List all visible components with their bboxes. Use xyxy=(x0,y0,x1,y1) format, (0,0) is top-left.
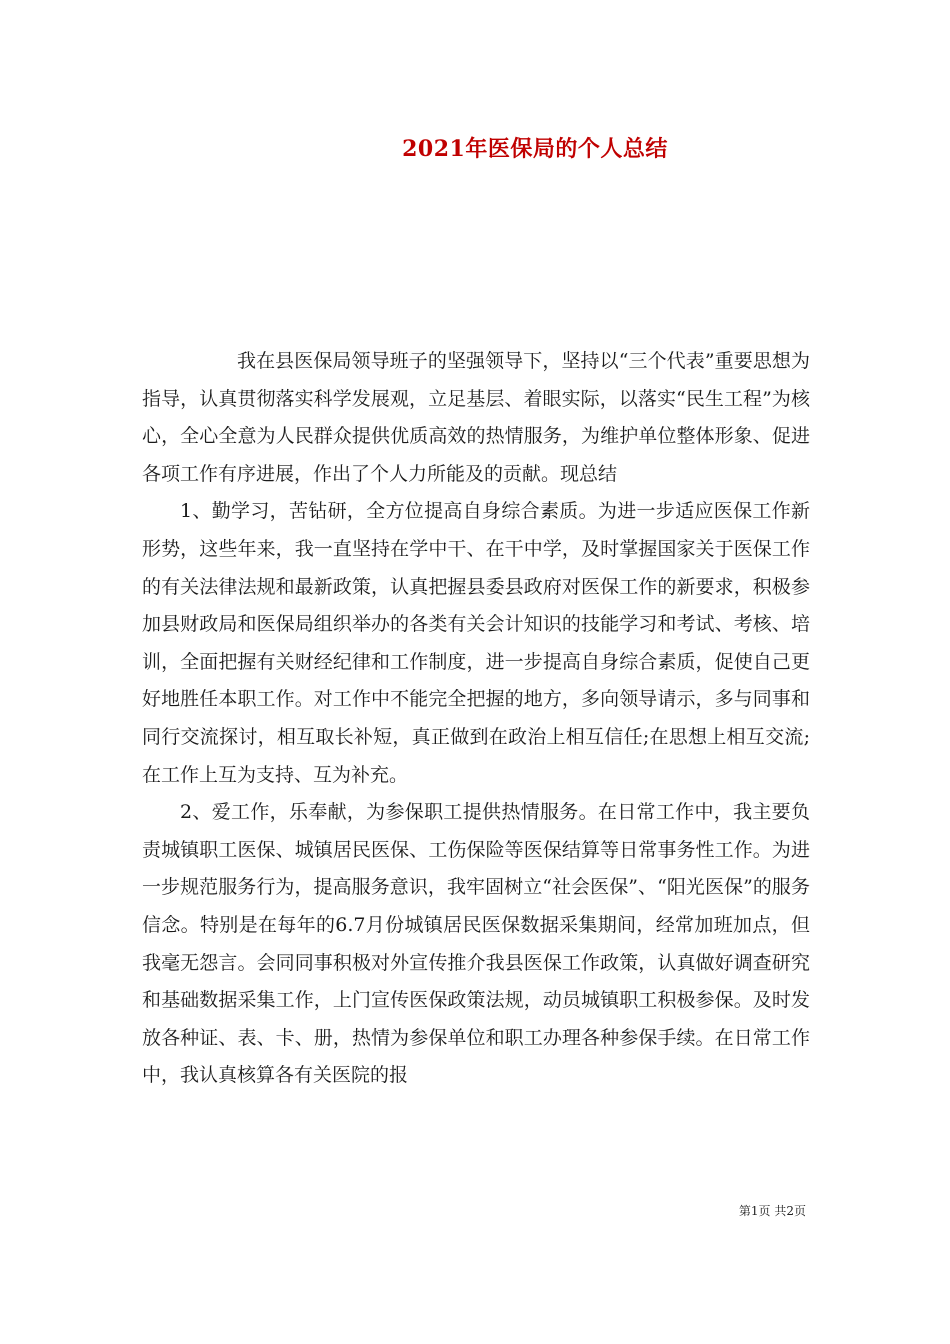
paragraph-work: 2、爱工作，乐奉献，为参保职工提供热情服务。在日常工作中，我主要负责城镇职工医保、城镇居民医保、工伤保险等医保结算等日常事务性工作。为进一步规范服务行为，提高服务意识，我牢固树立“社会医保”、“阳光医保”的服务信念。特别是在每年的6.7月份城镇居民医保数据采集期间，经常加班加点，但我毫无怨言。会同同事积极对外宣传推介我县医保工作政策，认真做好调查研究和基础数据采集工作，上门宣传医保政策法规，动员城镇职工积极参保。及时发放各种证、表、卡、册，热情为参保单位和职工办理各种参保手续。在日常工作中，我认真核算各有关医院的报 xyxy=(142,801,810,1087)
paragraph-intro: 我在县医保局领导班子的坚强领导下，坚持以“三个代表”重要思想为指导，认真贯彻落实科学发展观，立足基层、着眼实际，以落实“民生工程”为核心，全心全意为人民群众提供优质高效的热情服务，为维护单位整体形象、促进各项工作有序进展，作出了个人力所能及的贡献。现总结 xyxy=(142,350,810,485)
document-body xyxy=(142,343,810,1095)
paragraph-study: 1、勤学习，苦钻研，全方位提高自身综合素质。为进一步适应医保工作新形势，这些年来，我一直坚持在学中干、在干中学，及时掌握国家关于医保工作的有关法律法规和最新政策，认真把握县委县政府对医保工作的新要求，积极参加县财政局和医保局组织举办的各类有关会计知识的技能学习和考试、考核、培训，全面把握有关财经纪律和工作制度，进一步提高自身综合素质，促使自己更好地胜任本职工作。对工作中不能完全把握的地方，多向领导请示，多与同事和同行交流探讨，相互取长补短，真正做到在政治上相互信任;在思想上相互交流;在工作上互为支持、互为补充。 xyxy=(142,500,810,786)
document-title: 2021年医保局的个人总结 xyxy=(402,136,668,162)
page-number: 第1页 共2页 xyxy=(738,1204,806,1218)
